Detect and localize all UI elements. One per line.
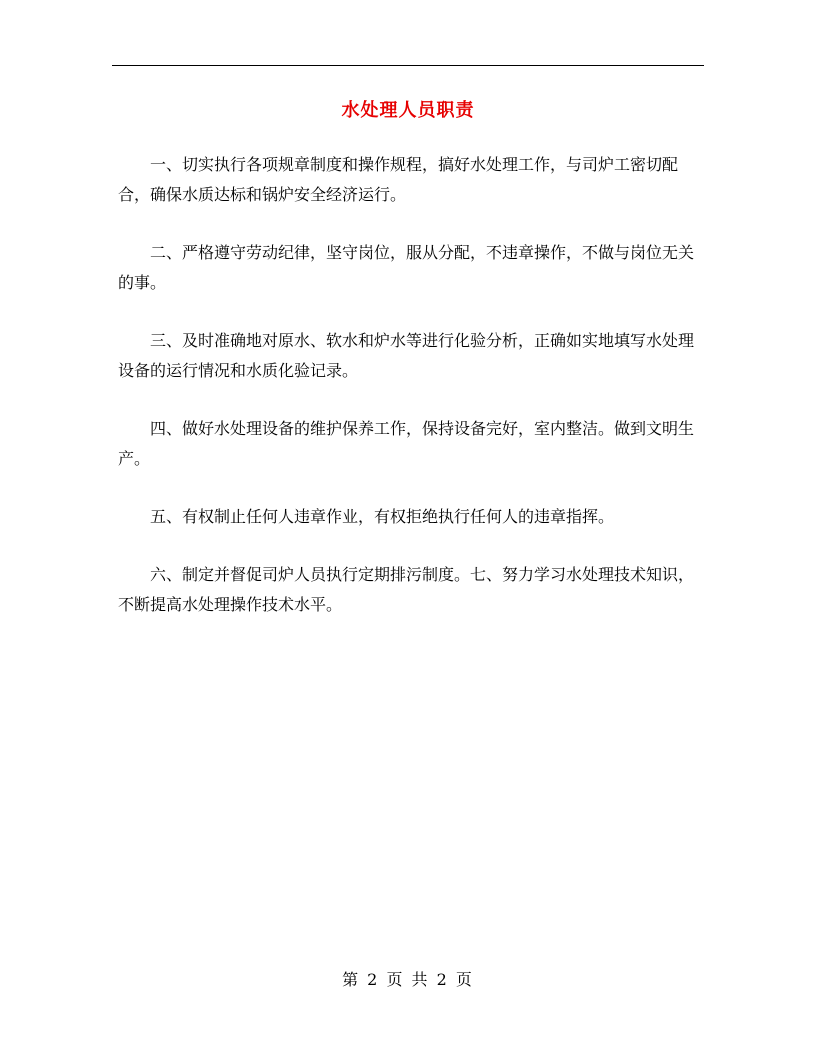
document-body xyxy=(118,150,704,648)
paragraph-2: 二、严格遵守劳动纪律，坚守岗位，服从分配，不违章操作，不做与岗位无关的事。 xyxy=(118,243,695,292)
paragraph-3: 三、及时准确地对原水、软水和炉水等进行化验分析，正确如实地填写水处理设备的运行情况和水质化验记录。 xyxy=(118,331,695,380)
page-number: 第 2 页 共 2 页 xyxy=(342,970,474,989)
header-rule xyxy=(112,65,704,66)
document-title: 水处理人员职责 xyxy=(341,100,475,121)
paragraph-6: 六、制定并督促司炉人员执行定期排污制度。七、努力学习水处理技术知识，不断提高水处理操作技术水平。 xyxy=(118,565,695,614)
paragraph-4: 四、做好水处理设备的维护保养工作，保持设备完好，室内整洁。做到文明生产。 xyxy=(118,419,695,468)
paragraph-5: 五、有权制止任何人违章作业，有权拒绝执行任何人的违章指挥。 xyxy=(150,507,615,526)
paragraph-1: 一、切实执行各项规章制度和操作规程，搞好水处理工作，与司炉工密切配合，确保水质达标和锅炉安全经济运行。 xyxy=(118,155,679,204)
